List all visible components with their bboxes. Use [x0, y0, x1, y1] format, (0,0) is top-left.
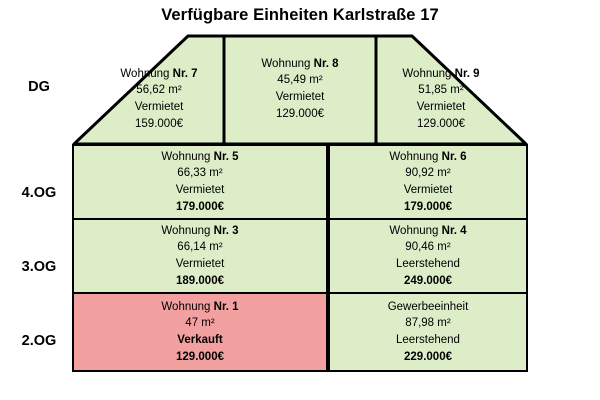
page-title: Verfügbare Einheiten Karlstraße 17	[161, 6, 439, 24]
unit-card-wohnung-1[interactable]	[72, 292, 328, 372]
unit-8-status: Vermietet	[275, 91, 325, 103]
unit-9-area: 51,85 m²	[418, 84, 464, 97]
unit-card-gewerbeeinheit[interactable]	[328, 292, 528, 372]
unit-4-area: 90,46 m²	[405, 241, 451, 254]
unit-1-area: 47 m²	[185, 317, 215, 330]
unit-5-area: 66,33 m²	[177, 167, 223, 180]
unit-card-wohnung-4[interactable]	[328, 218, 528, 294]
gewerbeeinheit-title: Gewerbeeinheit	[387, 300, 469, 313]
floor-label-4og: 4.OG	[21, 185, 57, 201]
unit-card-wohnung-9[interactable]	[376, 56, 506, 142]
unit-1-status: Verkauft	[177, 334, 223, 346]
floor-label-dg: DG	[28, 79, 50, 95]
unit-card-wohnung-6[interactable]	[328, 144, 528, 220]
unit-7-price: 159.000€	[135, 117, 183, 130]
unit-6-price: 179.000€	[404, 200, 452, 213]
unit-card-wohnung-5[interactable]	[72, 144, 328, 220]
unit-card-wohnung-7[interactable]	[94, 56, 224, 142]
gewerbeeinheit-price: 229.000€	[404, 350, 452, 363]
unit-card-wohnung-3[interactable]	[72, 218, 328, 294]
attic-floor	[72, 34, 528, 146]
unit-7-status: Vermietet	[134, 101, 184, 113]
unit-1-title: Wohnung Nr. 1	[161, 300, 239, 313]
unit-1-price: 129.000€	[176, 350, 224, 363]
unit-8-price: 129.000€	[276, 107, 324, 120]
building-diagram	[0, 34, 600, 382]
unit-4-status: Leerstehend	[396, 258, 460, 270]
unit-9-title: Wohnung Nr. 9	[402, 67, 480, 80]
floor-label-3og: 3.OG	[21, 259, 57, 275]
unit-7-title: Wohnung Nr. 7	[120, 67, 198, 80]
unit-card-wohnung-8[interactable]	[224, 42, 376, 136]
gewerbeeinheit-area: 87,98 m²	[405, 317, 451, 330]
unit-7-area: 56,62 m²	[136, 84, 182, 97]
unit-4-price: 249.000€	[404, 274, 452, 287]
floor-label-2og: 2.OG	[21, 333, 57, 349]
unit-9-price: 129.000€	[417, 117, 465, 130]
unit-3-area: 66,14 m²	[177, 241, 223, 254]
unit-3-title: Wohnung Nr. 3	[161, 224, 239, 237]
gewerbeeinheit-status: Leerstehend	[396, 334, 460, 346]
unit-4-title: Wohnung Nr. 4	[389, 224, 467, 237]
unit-6-title: Wohnung Nr. 6	[389, 150, 467, 163]
unit-9-status: Vermietet	[416, 101, 466, 113]
unit-3-status: Vermietet	[175, 258, 225, 270]
unit-5-status: Vermietet	[175, 184, 225, 196]
unit-5-title: Wohnung Nr. 5	[161, 150, 239, 163]
unit-5-price: 179.000€	[176, 200, 224, 213]
unit-8-area: 45,49 m²	[277, 74, 323, 87]
unit-6-area: 90,92 m²	[405, 167, 451, 180]
unit-6-status: Vermietet	[403, 184, 453, 196]
unit-3-price: 189.000€	[176, 274, 224, 287]
unit-8-title: Wohnung Nr. 8	[261, 57, 339, 70]
